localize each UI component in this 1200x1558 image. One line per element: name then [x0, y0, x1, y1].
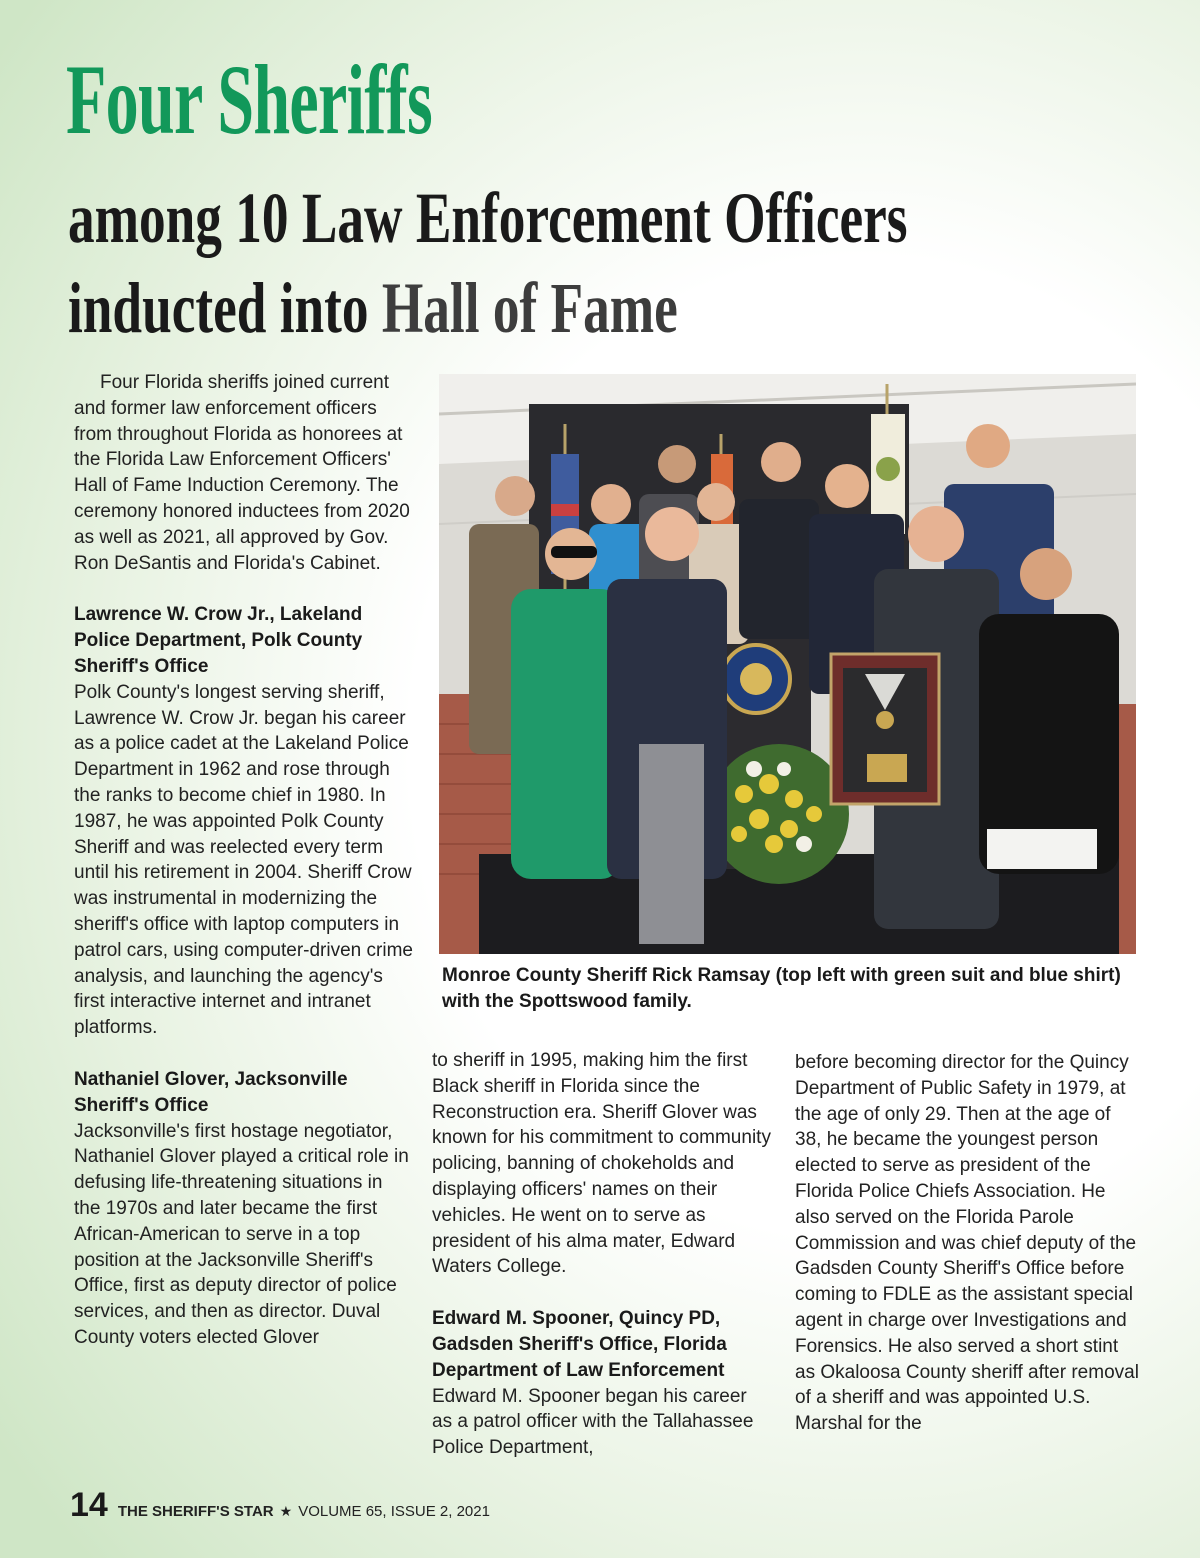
article-column-1 [74, 370, 414, 1351]
section-heading-crow: Lawrence W. Crow Jr., Lakeland Police Department, Polk County Sheriff's Office [74, 604, 363, 677]
issue-info: VOLUME 65, ISSUE 2, 2021 [298, 1503, 490, 1520]
section-heading-spooner: Edward M. Spooner, Quincy PD, Gadsden Sheriff's Office, Florida Department of Law Enforcement [432, 1308, 727, 1381]
publication-name: THE SHERIFF'S STAR [117, 1503, 274, 1520]
star-icon: ★ [279, 1503, 293, 1519]
article-column-3 [795, 1050, 1140, 1437]
intro-paragraph: Four Florida sheriffs joined current and former law enforcement officers from throughout Florida as honorees at the Florida Law Enforcement Officers' Hall of Fame Induction Ceremony. The ceremony honored inductees from 2020 as well as 2021, all approved by Gov. Ron DeSantis and Florida's Cabinet. [74, 372, 410, 574]
headline-line3-b: Hall of Fame [381, 268, 678, 348]
section-heading-glover: Nathaniel Glover, Jacksonville Sheriff's Office [74, 1068, 348, 1116]
headline-line3-a: inducted into [68, 268, 369, 348]
section-body-glover-continued: to sheriff in 1995, making him the first Black sheriff in Florida since the Reconstruction era. Sheriff Glover was known for his commitment to community policing, banning of chokeholds and displaying officers' names on their vehicles. He went on to serve as president of his alma mater, Edward Waters College. [432, 1050, 771, 1278]
page-footer [70, 1486, 490, 1526]
section-body-spooner-continued: before becoming director for the Quincy Department of Public Safety in 1979, at the age of only 29. Then at the age of 38, he became the youngest person elected to serve as president of the Florida Police Chiefs Association. He also served on the Florida Parole Commission and was chief deputy of the Gadsden County Sheriff's Office before coming to FDLE as the assistant special agent in charge over Investigations and Forensics. He also served a short stint as Okaloosa County sheriff after removal of a sheriff and was appointed U.S. Marshal for the [795, 1052, 1139, 1435]
headline-main: Four Sheriffs [66, 44, 433, 155]
section-body-glover: Jacksonville's first hostage negotiator, Nathaniel Glover played a critical role in defusing life-threatening situations in the 1970s and later became the first African-American to serve in a top position at the Jacksonville Sheriff's Office, first as deputy director of police services, and then as director. Duval County voters elected Glover [74, 1120, 409, 1348]
section-body-spooner: Edward M. Spooner began his career as a patrol officer with the Tallahassee Police Department, [432, 1385, 754, 1459]
ceremony-photo [439, 374, 1136, 954]
headline-subtitle: among 10 Law Enforcement Officers [68, 178, 908, 258]
section-body-crow: Polk County's longest serving sheriff, Lawrence W. Crow Jr. began his career as a police cadet at the Lakeland Police Department in 1962 and rose through the ranks to become chief in 1980. In 1987, he was appointed Polk County Sheriff and was reelected every term until his retirement in 2004. Sheriff Crow was instrumental in modernizing the sheriff's office with laptop computers in patrol cars, using computer-driven crime analysis, and launching the agency's first interactive internet and intranet platforms. [74, 681, 413, 1039]
headline-subtitle-line3 [68, 268, 678, 348]
page-number: 14 [70, 1486, 108, 1524]
article-column-2 [432, 1048, 772, 1461]
photo-caption: Monroe County Sheriff Rick Ramsay (top left with green suit and blue shirt) with the Spottswood family. [442, 965, 1121, 1012]
